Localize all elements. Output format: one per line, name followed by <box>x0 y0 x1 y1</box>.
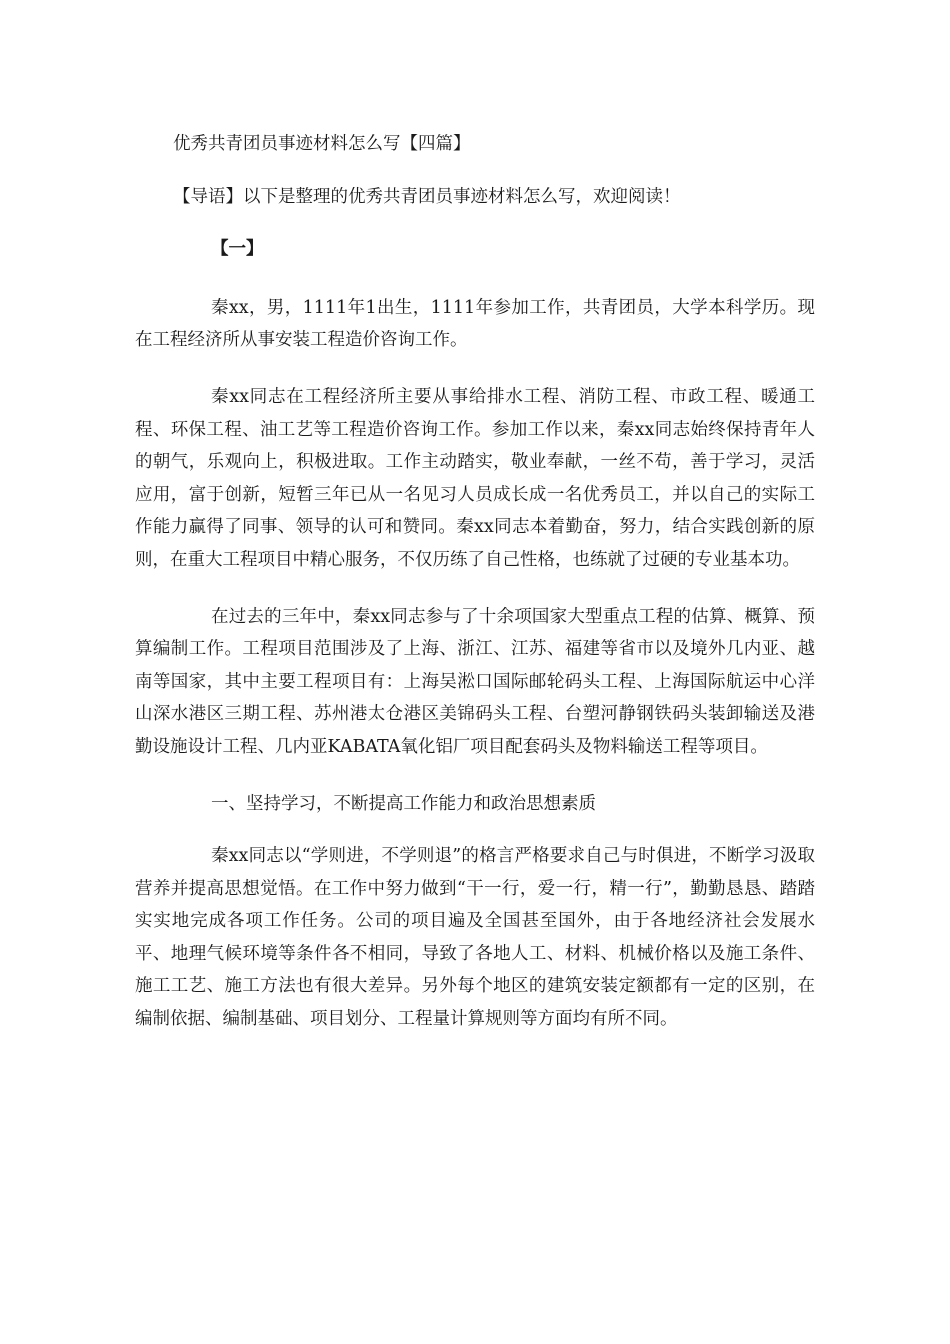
document-body <box>135 128 815 1060</box>
paragraph-2: 秦xx同志在工程经济所主要从事给排水工程、消防工程、市政工程、暖通工程、环保工程、油工艺等工程造价咨询工作。参加工作以来，秦xx同志始终保持青年人的朝气，乐观向上，积极进取。工作主动踏实，敬业奉献，一丝不苟，善于学习，灵活应用，富于创新，短暂三年已从一名见习人员成长成一名优秀员工，并以自己的实际工作能力赢得了同事、领导的认可和赞同。秦xx同志本着勤奋，努力，结合实践创新的原则，在重大工程项目中精心服务，不仅历练了自己性格，也练就了过硬的专业基本功。 <box>135 386 815 570</box>
document-title: 优秀共青团员事迹材料怎么写【四篇】 <box>173 134 471 154</box>
paragraph-1: 秦xx，男，1111年1出生，1111年参加工作，共青团员，大学本科学历。现在工程经济所从事安装工程造价咨询工作。 <box>135 297 815 351</box>
paragraph-4: 秦xx同志以“学则进，不学则退”的格言严格要求自己与时俱进，不断学习汲取营养并提高思想觉悟。在工作中努力做到“干一行，爱一行，精一行”，勤勤恳恳、踏踏实实地完成各项工作任务。公司的项目遍及全国甚至国外，由于各地经济社会发展水平、地理气候环境等条件各不相同，导致了各地人工、材料、机械价格以及施工条件、施工工艺、施工方法也有很大差异。另外每个地区的建筑安装定额都有一定的区别，在编制依据、编制基础、项目划分、工程量计算规则等方面均有所不同。 <box>135 846 815 1030</box>
paragraph-3: 在过去的三年中，秦xx同志参与了十余项国家大型重点工程的估算、概算、预算编制工作。工程项目范围涉及了上海、浙江、江苏、福建等省市以及境外几内亚、越南等国家，其中主要工程项目有：上海吴淞口国际邮轮码头工程、上海国际航运中心洋山深水港区三期工程、苏州港太仓港区美锦码头工程、台塑河静钢铁码头装卸输送及港勤设施设计工程、几内亚KABATA氧化铝厂项目配套码头及物料输送工程等项目。 <box>135 606 815 757</box>
document-intro: 【导语】以下是整理的优秀共青团员事迹材料怎么写，欢迎阅读！ <box>173 186 681 207</box>
section-marker-one: 【一】 <box>211 239 264 260</box>
section-heading-1: 一、坚持学习，不断提高工作能力和政治思想素质 <box>211 793 596 814</box>
